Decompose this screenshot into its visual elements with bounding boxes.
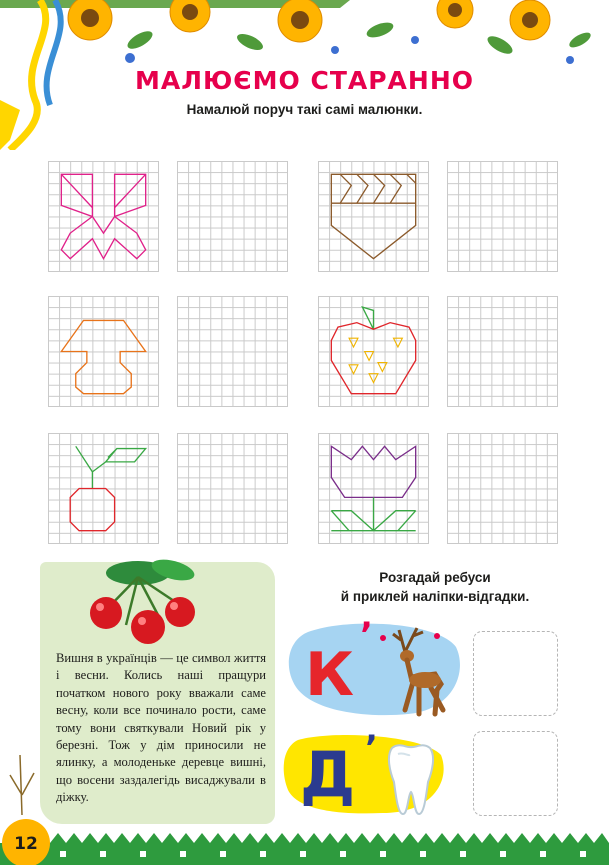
rebus-1-apostrophe: ’ xyxy=(360,615,373,655)
sticker-slot-2[interactable] xyxy=(473,731,558,816)
tulip-drawing xyxy=(318,433,429,544)
rebus-2-letter: Д xyxy=(300,738,356,811)
page-number: 12 xyxy=(14,834,38,854)
embroidery-border-bottom xyxy=(0,825,609,865)
empty-grid-acorn[interactable] xyxy=(447,161,558,272)
drawing-grid-tulip xyxy=(318,433,429,544)
rebus-2-apostrophe: ’ xyxy=(365,728,378,768)
drawing-grid-acorn xyxy=(318,161,429,272)
empty-grid-mushroom[interactable] xyxy=(177,296,288,407)
rebus-instruction xyxy=(290,568,580,606)
rebus-title-line-1: Розгадай ребуси xyxy=(379,570,491,585)
empty-grid-butterfly[interactable] xyxy=(177,161,288,272)
sticker-slot-1[interactable] xyxy=(473,631,558,716)
empty-grid-cherry[interactable] xyxy=(177,433,288,544)
drawing-grid-cherry xyxy=(48,433,159,544)
page-title: МАЛЮЄМО СТАРАННО xyxy=(134,66,475,95)
strawberry-drawing xyxy=(318,296,429,407)
cherry-drawing xyxy=(48,433,159,544)
mushroom-drawing xyxy=(48,296,159,407)
tooth-picture xyxy=(386,742,436,817)
cherry-fact-text: Вишня в українців — це символ життя і весни. Колись наші пращури початком нового року вважали саме весну, коли все починало рости, саме тому вони святкували Новий рік у березні. Тож у дім приносили не ялинку, а молоденьке деревце вишні, що восени заздалегідь висаджували в діжку. xyxy=(56,651,266,805)
instruction-text: Намалюй поруч такі самі малюнки. xyxy=(186,102,423,117)
drawing-grid-strawberry xyxy=(318,296,429,407)
empty-grid-strawberry[interactable] xyxy=(447,296,558,407)
empty-grid-tulip[interactable] xyxy=(447,433,558,544)
cherries-illustration xyxy=(78,555,208,645)
drawing-grid-butterfly xyxy=(48,161,159,272)
butterfly-drawing xyxy=(48,161,159,272)
drawing-grid-mushroom xyxy=(48,296,159,407)
rebus-1-letter: К xyxy=(305,640,355,710)
acorn-drawing xyxy=(318,161,429,272)
deer-picture xyxy=(375,622,455,717)
rebus-title-line-2: й приклей наліпки-відгадки. xyxy=(340,589,530,604)
